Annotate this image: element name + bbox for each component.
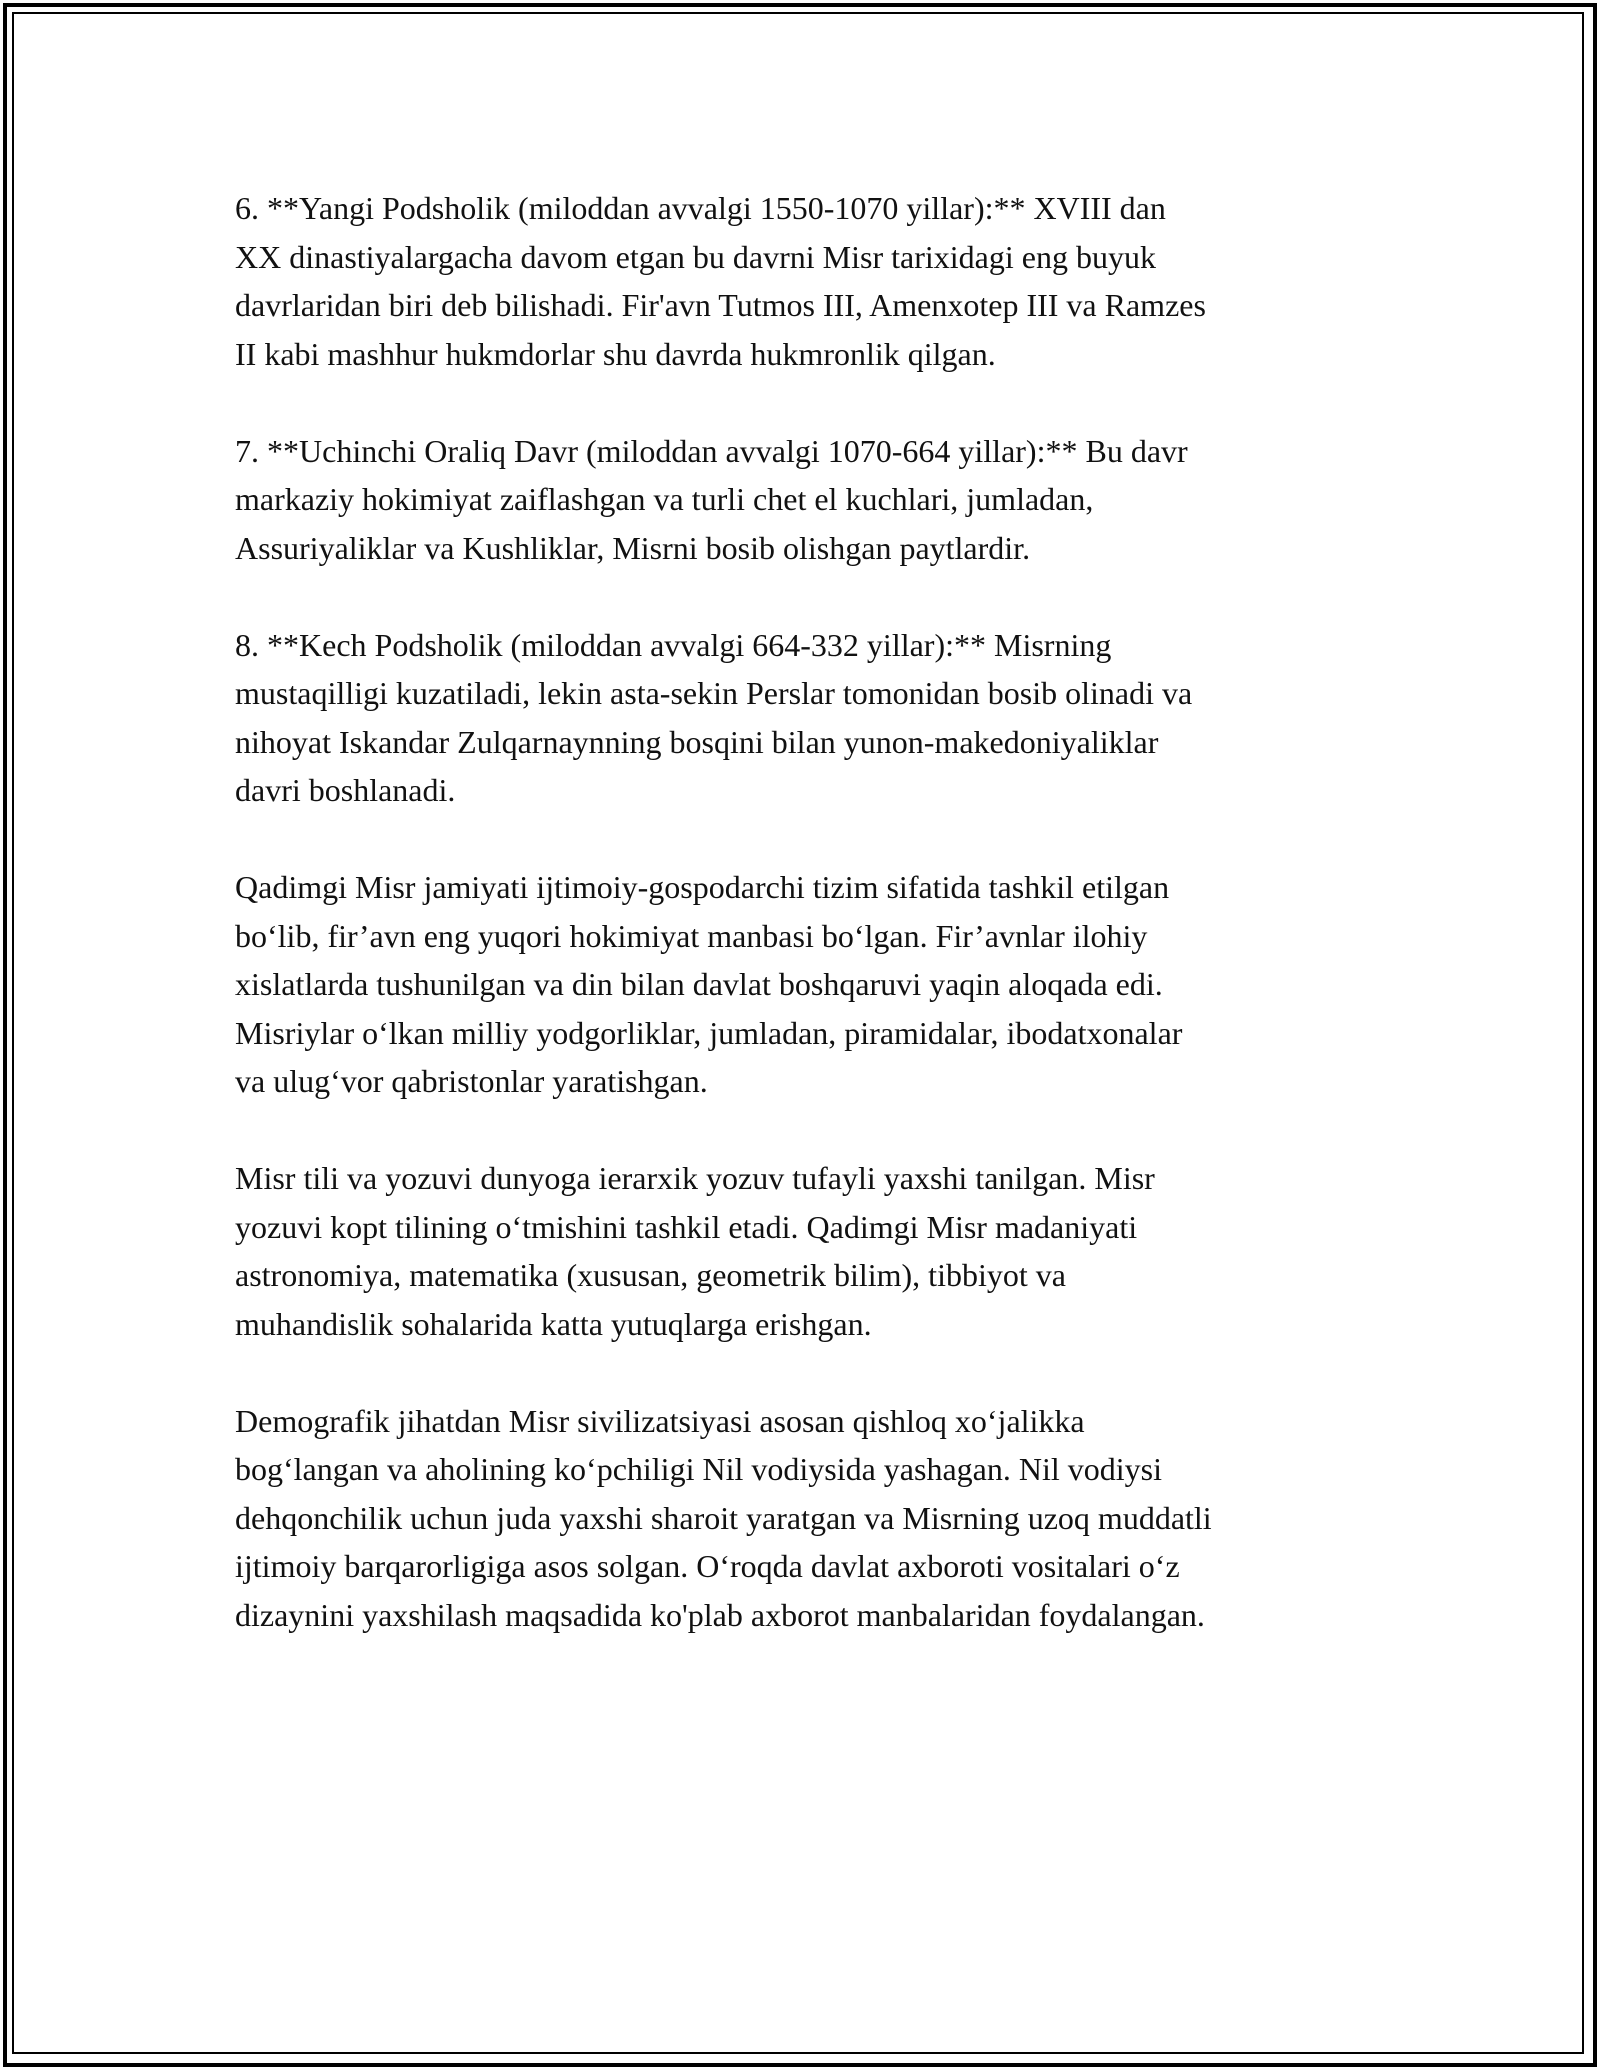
document-body [235, 184, 1375, 1688]
paragraph-new-kingdom: 6. **Yangi Podsholik (miloddan avvalgi 1550-1070 yillar):** XVIII dan XX dinastiyalargacha davom etgan bu davrni Misr tarixidagi eng buyuk davrlaridan biri deb bilishadi. Fir'avn Tutmos III, Amenxotep III va Ramzes II kabi mashhur hukmdorlar shu davrda hukmronlik qilgan. [235, 190, 1206, 372]
paragraph-third-intermediate-period: 7. **Uchinchi Oraliq Davr (miloddan avvalgi 1070-664 yillar):** Bu davr markaziy hokimiyat zaiflashgan va turli chet el kuchlari, jumladan, Assuriyaliklar va Kushliklar, Misrni bosib olishgan paytlardir. [235, 432, 1188, 566]
paragraph-late-period: 8. **Kech Podsholik (miloddan avvalgi 664-332 yillar):** Misrning mustaqilligi kuzatiladi, lekin asta-sekin Perslar tomonidan bosib olinadi va nihoyat Iskandar Zulqarnaynning bosqini bilan yunon-makedoniyaliklar davri boshlanadi. [235, 626, 1193, 808]
paragraph-language-writing: Misr tili va yozuvi dunyoga ierarxik yozuv tufayli yaxshi tanilgan. Misr yozuvi kopt tilining o‘tmishini tashkil etadi. Qadimgi Misr madaniyati astronomiya, matematika (xususan, geometrik bilim), tibbiyot va muhandislik sohalarida katta yutuqlarga erishgan. [235, 1160, 1155, 1342]
paragraph-demography: Demografik jihatdan Misr sivilizatsiyasi asosan qishloq xo‘jalikka bog‘langan va aholining ko‘pchiligi Nil vodiysida yashagan. Nil vodiysi dehqonchilik uchun juda yaxshi sharoit yaratgan va Misrning uzoq muddatli ijtimoiy barqarorligiga asos solgan. O‘roqda davlat axboroti vositalari o‘z dizaynini yaxshilash maqsadida ko'plab axborot manbalaridan foydalangan. [235, 1402, 1212, 1633]
paragraph-society: Qadimgi Misr jamiyati ijtimoiy-gospodarchi tizim sifatida tashkil etilgan bo‘lib, fir’avn eng yuqori hokimiyat manbasi bo‘lgan. Fir’avnlar ilohiy xislatlarda tushunilgan va din bilan davlat boshqaruvi yaqin aloqada edi. Misriylar o‘lkan milliy yodgorliklar, jumladan, piramidalar, ibodatxonalar va ulug‘vor qabristonlar yaratishgan. [235, 869, 1183, 1099]
